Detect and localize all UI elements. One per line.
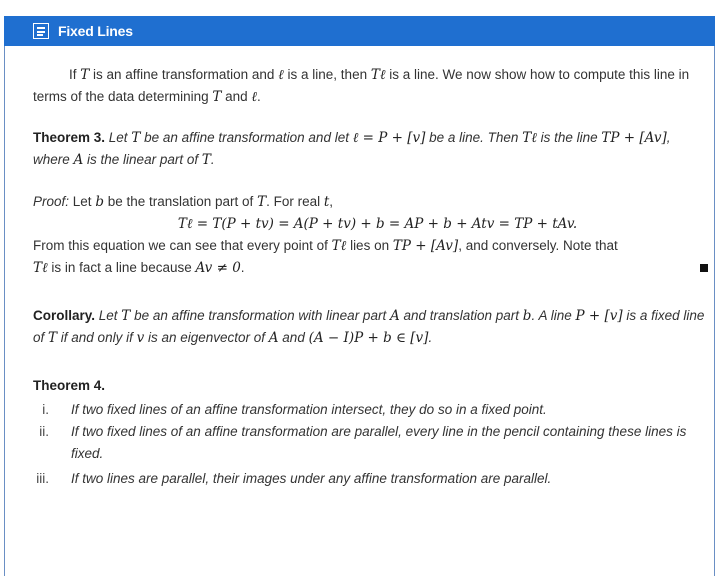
section-title: Fixed Lines — [58, 23, 133, 39]
proof-conclusion: From this equation we can see that every point of Tℓ lies on TP + [Av], and conversely. Note that — [33, 238, 618, 254]
proof-label: Proof: — [33, 194, 70, 209]
corollary-label: Corollary. — [33, 308, 96, 323]
theorem-4-list — [33, 399, 708, 490]
theorem-3: Theorem 3. Let T be an affine transformation and let ℓ = P + [v] be a line. Then Tℓ is the line TP + [Av], where A is the linear part of T. — [33, 130, 671, 168]
qed-square-icon — [700, 264, 708, 272]
intro-paragraph: If T is an affine transformation and ℓ is a line, then Tℓ is a line. We now show how to compute this line in terms of the data determining T and ℓ. — [33, 67, 690, 105]
list-item: i. If two fixed lines of an affine transformation intersect, they do so in a fixed point. — [42, 402, 547, 417]
theorem-3-label: Theorem 3. — [33, 130, 106, 145]
proof-conclusion-line-2: Tℓ is in fact a line because Av ≠ 0. — [33, 257, 708, 279]
proof-intro: Proof: Let b be the translation part of T. For real t, — [33, 194, 334, 210]
list-item: iii. If two lines are parallel, their images under any affine transformation are parallel. — [36, 471, 552, 486]
proof-equation: Tℓ = T(P + tv) = A(P + tv) + b = AP + b + Atv = TP + tAv. — [177, 216, 578, 232]
list-item: ii. If two fixed lines of an affine transformation are parallel, every line in the pencil containing these lines is fixed. — [39, 424, 687, 461]
section-header — [4, 16, 715, 46]
document-icon — [33, 23, 49, 39]
document-body — [33, 64, 708, 490]
corollary: Corollary. Let T be an affine transformation with linear part A and translation part b. A line P + [v] is a fixed line of T if and only if v is an eigenvector of A and (A − I)P + b ∈ [v]. — [33, 308, 705, 346]
theorem-4-heading: Theorem 4. — [33, 378, 106, 393]
